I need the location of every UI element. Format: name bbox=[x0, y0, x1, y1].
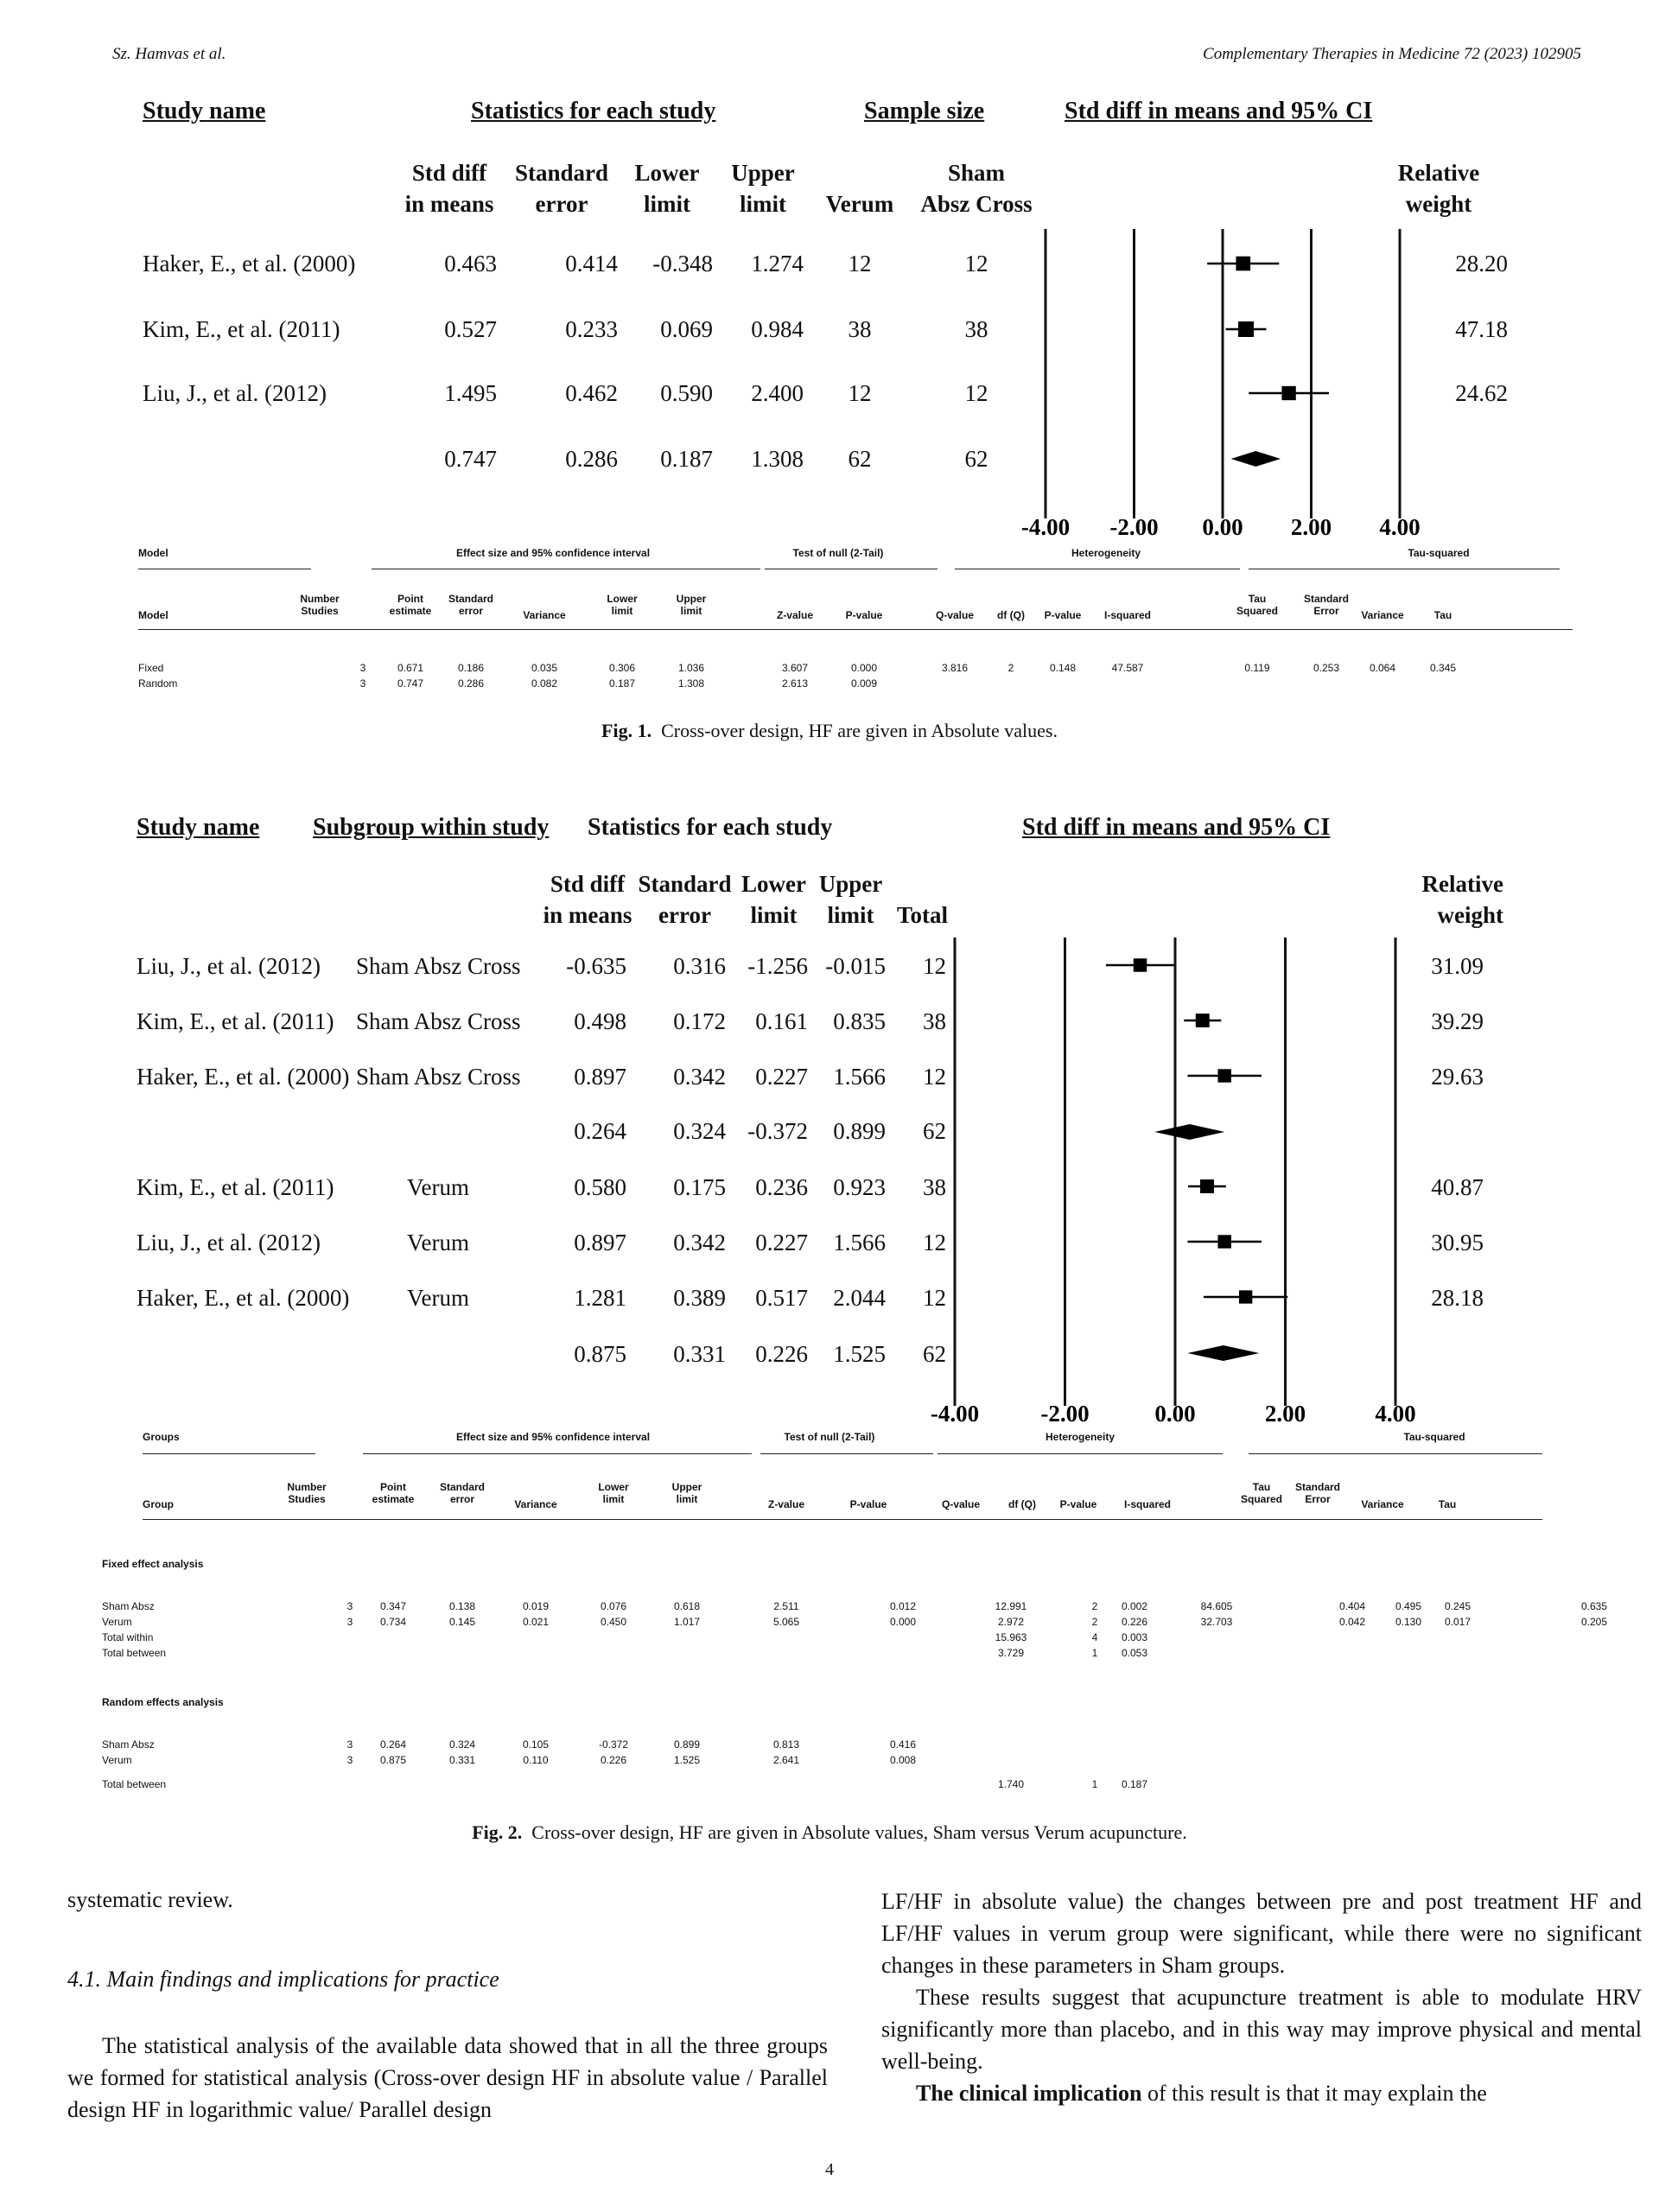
fig1-col-lower: Lower limit bbox=[634, 160, 700, 217]
stats-cell: 2 bbox=[1091, 1616, 1098, 1628]
stats-col: Standard Error bbox=[1303, 593, 1349, 617]
fig1-smd: 0.463 bbox=[444, 251, 497, 276]
fig2-upper: 0.923 bbox=[833, 1174, 886, 1200]
stats-cell: 0.306 bbox=[608, 662, 636, 674]
stats-col: Number Studies bbox=[300, 593, 340, 617]
fig2-caption bbox=[0, 1821, 1659, 1844]
fig1-verum: 12 bbox=[848, 251, 872, 276]
fig2-total: 12 bbox=[923, 1285, 946, 1311]
x-tick-label: 4.00 bbox=[1375, 1401, 1416, 1427]
fig2-ci-header: Std diff in means and 95% CI bbox=[1022, 814, 1331, 841]
fig1-sham: 12 bbox=[964, 380, 988, 406]
fig2-smd: 0.897 bbox=[574, 1064, 626, 1090]
effect-square bbox=[1217, 1069, 1230, 1082]
fig1-stats-header: Statistics for each study bbox=[471, 98, 716, 124]
fig1-smd: 0.527 bbox=[444, 316, 497, 342]
rule bbox=[138, 629, 1573, 630]
x-tick-label: 2.00 bbox=[1290, 514, 1332, 540]
stats-cell: 2.641 bbox=[772, 1754, 800, 1766]
effect-square bbox=[1217, 1235, 1230, 1248]
running-header-authors: Sz. Hamvas et al. bbox=[112, 45, 226, 63]
paragraph: LF/HF in absolute value) the changes between pre and post treatment HF and LF/HF values in verum group were significant, while there were no significant changes in these parameters in Sham groups. bbox=[881, 1889, 1642, 1978]
stats-cell: 3 bbox=[346, 1754, 353, 1766]
stats-cell: 2 bbox=[1007, 662, 1014, 674]
fig2-col-smd: Std diff in means bbox=[543, 871, 632, 928]
stats-cell: 1.308 bbox=[677, 677, 705, 690]
fig1-col-weight: Relative weight bbox=[1397, 160, 1480, 217]
fig2-total: 12 bbox=[923, 953, 946, 979]
fig2-upper: 0.835 bbox=[833, 1008, 886, 1034]
stats-cell: 0.450 bbox=[600, 1616, 627, 1628]
stats-cell: 3.816 bbox=[941, 662, 969, 674]
fig2-se: 0.316 bbox=[673, 953, 726, 979]
fig2-upper: 0.899 bbox=[833, 1118, 886, 1144]
stats-col: Variance bbox=[523, 609, 566, 621]
rule bbox=[760, 1453, 933, 1454]
fig2-study: Liu, J., et al. (2012) bbox=[137, 953, 321, 979]
right-column bbox=[881, 1885, 1642, 2109]
x-tick-label: -4.00 bbox=[930, 1401, 980, 1427]
fig1-study: Haker, E., et al. (2000) bbox=[143, 251, 356, 276]
stats-cell: 0.138 bbox=[448, 1600, 476, 1612]
paragraph: The statistical analysis of the available data showed that in all the three groups we formed for statistical analysis (Cross-over design HF in absolute value / Parallel design HF in logarithmic value/ Parallel design bbox=[67, 2033, 828, 2122]
fig1-weight: 28.20 bbox=[1455, 251, 1508, 276]
fig1-study: Kim, E., et al. (2011) bbox=[143, 316, 340, 342]
fig2-weight: 40.87 bbox=[1431, 1174, 1484, 1200]
fig2-caption-label: Fig. 2. bbox=[472, 1821, 523, 1843]
random-effects-title: Random effects analysis bbox=[102, 1696, 224, 1708]
stats-col: I-squared bbox=[1103, 609, 1151, 621]
fig2-smd: 0.875 bbox=[574, 1341, 626, 1367]
stats-col: Group bbox=[143, 1498, 174, 1510]
stats-cell: 2.511 bbox=[773, 1600, 799, 1612]
stats-col: Standard error bbox=[439, 1481, 485, 1505]
fig1-caption-label: Fig. 1. bbox=[601, 720, 652, 741]
stats-cell: 0.009 bbox=[850, 677, 878, 690]
stats-group-effect: Effect size and 95% confidence interval bbox=[455, 1431, 651, 1443]
stats-col: Q-value bbox=[935, 609, 974, 621]
stats-group-model: Model bbox=[138, 547, 168, 559]
fig2-upper: 1.566 bbox=[833, 1230, 886, 1255]
stats-cell: 0.119 bbox=[1244, 662, 1270, 674]
fig1-lower: 0.069 bbox=[660, 316, 713, 342]
fig1-study: Liu, J., et al. (2012) bbox=[143, 380, 327, 406]
fig2-weight: 29.63 bbox=[1431, 1064, 1484, 1090]
fig2-subgroup: Verum bbox=[407, 1285, 469, 1311]
stats-cell: 0.245 bbox=[1444, 1600, 1471, 1612]
fig2-se: 0.175 bbox=[673, 1174, 726, 1200]
stats-cell: 0.000 bbox=[889, 1616, 917, 1628]
fig2-total: 38 bbox=[923, 1174, 946, 1200]
fig1-caption bbox=[0, 720, 1659, 742]
stats-cell: 3 bbox=[346, 1616, 353, 1628]
fig2-total: 12 bbox=[923, 1230, 946, 1255]
fig1-ci-header: Std diff in means and 95% CI bbox=[1065, 98, 1373, 124]
stats-group-het: Heterogeneity bbox=[1045, 1431, 1116, 1443]
fig1-lower: 0.187 bbox=[660, 446, 713, 472]
stats-cell: 0.324 bbox=[448, 1738, 476, 1751]
x-tick-label: -2.00 bbox=[1040, 1401, 1090, 1427]
fig2-subgroup: Sham Absz Cross bbox=[356, 1064, 521, 1090]
fig1-sample-size-header: Sample size bbox=[864, 98, 985, 124]
x-tick-label: 0.00 bbox=[1202, 514, 1243, 540]
fig2-upper: -0.015 bbox=[825, 953, 886, 979]
stats-cell: 0.002 bbox=[1121, 1600, 1148, 1612]
stats-cell: 0.012 bbox=[889, 1600, 917, 1612]
fig2-total: 62 bbox=[923, 1341, 946, 1367]
fig1-verum: 38 bbox=[848, 316, 872, 342]
stats-cell: 0.226 bbox=[600, 1754, 627, 1766]
stats-cell: 0.205 bbox=[1580, 1616, 1608, 1628]
stats-cell: Verum bbox=[102, 1754, 132, 1766]
fig2-total: 62 bbox=[923, 1118, 946, 1144]
stats-cell: 0.286 bbox=[457, 677, 485, 690]
stats-cell: 5.065 bbox=[772, 1616, 800, 1628]
fig2-lower: 0.517 bbox=[755, 1285, 808, 1311]
fig2-se: 0.324 bbox=[673, 1118, 726, 1144]
left-column bbox=[67, 1884, 828, 2126]
stats-cell: 3 bbox=[346, 1738, 353, 1751]
fig2-lower: 0.161 bbox=[755, 1008, 808, 1034]
fig2-lower: -1.256 bbox=[747, 953, 808, 979]
fig1-sham: 38 bbox=[964, 316, 988, 342]
stats-group-null: Test of null (2-Tail) bbox=[784, 1431, 875, 1443]
fig1-weight: 47.18 bbox=[1455, 316, 1508, 342]
stats-cell: 0.082 bbox=[531, 677, 558, 690]
stats-group-het: Heterogeneity bbox=[1071, 547, 1141, 559]
fig1-caption-text: Cross-over design, HF are given in Absolute values. bbox=[661, 720, 1058, 741]
stats-col: Z-value bbox=[776, 609, 813, 621]
fig2-study: Haker, E., et al. (2000) bbox=[137, 1064, 350, 1090]
fig2-col-se: Standard error bbox=[638, 871, 732, 928]
fig2-total: 38 bbox=[923, 1008, 946, 1034]
fig2-caption-text: Cross-over design, HF are given in Absolute values, Sham versus Verum acupuncture. bbox=[531, 1821, 1187, 1843]
summary-diamond bbox=[1231, 451, 1281, 467]
stats-cell: 0.331 bbox=[448, 1754, 476, 1766]
stats-cell: 0.148 bbox=[1049, 662, 1077, 674]
fig1-weight: 24.62 bbox=[1455, 380, 1508, 406]
stats-col: Variance bbox=[514, 1498, 557, 1510]
stats-cell: 0.404 bbox=[1338, 1600, 1366, 1612]
stats-cell: 1.740 bbox=[997, 1778, 1025, 1790]
bold-phrase: The clinical implication bbox=[916, 2081, 1142, 2106]
stats-cell: 0.495 bbox=[1395, 1600, 1422, 1612]
stats-cell: -0.372 bbox=[598, 1738, 629, 1751]
fig2-col-lower: Lower limit bbox=[741, 871, 806, 928]
fig2-subgroup-header: Subgroup within study bbox=[313, 814, 550, 841]
section-heading: 4.1. Main findings and implications for practice bbox=[67, 1967, 499, 1992]
stats-cell: 0.003 bbox=[1121, 1631, 1148, 1643]
stats-cell: 0.145 bbox=[448, 1616, 476, 1628]
fig1-col-upper: Upper limit bbox=[731, 160, 795, 217]
stats-cell: Sham Absz bbox=[102, 1738, 155, 1751]
paragraph-text: of this result is that it may explain the bbox=[1141, 2081, 1487, 2106]
fig2-weight: 31.09 bbox=[1431, 953, 1484, 979]
fig1-smd: 0.747 bbox=[444, 446, 497, 472]
stats-col: Standard error bbox=[448, 593, 493, 617]
stats-cell: Verum bbox=[102, 1616, 132, 1628]
stats-cell: 0.747 bbox=[397, 677, 424, 690]
rule bbox=[938, 1453, 1223, 1454]
rule bbox=[143, 1453, 315, 1454]
fig2-weight: 28.18 bbox=[1431, 1285, 1484, 1311]
stats-cell: 0.187 bbox=[1121, 1778, 1148, 1790]
stats-col: Upper limit bbox=[671, 1481, 702, 1505]
fig1-col-se: Standard error bbox=[514, 160, 609, 217]
stats-cell: 0.226 bbox=[1121, 1616, 1148, 1628]
fig2-study-name-header: Study name bbox=[137, 814, 260, 841]
stats-cell: 0.042 bbox=[1338, 1616, 1366, 1628]
stats-cell: 0.186 bbox=[457, 662, 485, 674]
fig2-stats-header: Statistics for each study bbox=[588, 814, 833, 841]
stats-col: Lower limit bbox=[598, 1481, 629, 1505]
stats-col: Z-value bbox=[767, 1498, 804, 1510]
fig2-lower: -0.372 bbox=[747, 1118, 808, 1144]
fig2-se: 0.342 bbox=[673, 1064, 726, 1090]
stats-cell: 15.963 bbox=[995, 1631, 1027, 1643]
stats-cell: 0.345 bbox=[1429, 662, 1457, 674]
stats-cell: 0.899 bbox=[673, 1738, 701, 1751]
summary-diamond bbox=[1187, 1345, 1259, 1361]
stats-cell: 0.347 bbox=[379, 1600, 407, 1612]
fig1-upper: 1.308 bbox=[751, 446, 804, 472]
fig2-lower: 0.227 bbox=[755, 1064, 808, 1090]
fig2-study: Liu, J., et al. (2012) bbox=[137, 1230, 321, 1255]
stats-col: Model bbox=[138, 609, 168, 621]
stats-col: Lower limit bbox=[607, 593, 638, 617]
fig1-sham: 62 bbox=[964, 446, 988, 472]
x-tick-label: -2.00 bbox=[1109, 514, 1159, 540]
fig2-se: 0.389 bbox=[673, 1285, 726, 1311]
stats-cell: 1 bbox=[1091, 1778, 1098, 1790]
fig1-verum: 62 bbox=[848, 446, 872, 472]
effect-square bbox=[1239, 1290, 1252, 1303]
stats-cell: 0.187 bbox=[608, 677, 636, 690]
fig1-verum: 12 bbox=[848, 380, 872, 406]
stats-cell: 2.613 bbox=[781, 677, 809, 690]
running-header-journal: Complementary Therapies in Medicine 72 (2023) 102905 bbox=[1203, 45, 1581, 63]
fig2-col-total: Total bbox=[896, 902, 949, 928]
stats-cell: 0.008 bbox=[889, 1754, 917, 1766]
stats-cell: 3 bbox=[346, 1600, 353, 1612]
stats-cell: Total between bbox=[102, 1778, 167, 1790]
fig2-col-upper: Upper limit bbox=[818, 871, 883, 928]
fig1-forest-plot bbox=[1020, 220, 1426, 549]
stats-col: P-value bbox=[1044, 609, 1082, 621]
fig2-study: Kim, E., et al. (2011) bbox=[137, 1008, 334, 1034]
x-tick-label: 4.00 bbox=[1379, 514, 1421, 540]
rule bbox=[143, 1519, 1542, 1520]
stats-col: Tau bbox=[1433, 609, 1452, 621]
stats-cell: 4 bbox=[1091, 1631, 1098, 1643]
stats-col: P-value bbox=[849, 1498, 887, 1510]
effect-square bbox=[1238, 321, 1254, 337]
fig2-upper: 1.525 bbox=[833, 1341, 886, 1367]
stats-cell: 0.019 bbox=[522, 1600, 550, 1612]
fig2-lower: 0.227 bbox=[755, 1230, 808, 1255]
stats-col: Variance bbox=[1361, 1498, 1404, 1510]
stats-cell: Total within bbox=[102, 1631, 154, 1643]
fig2-se: 0.331 bbox=[673, 1341, 726, 1367]
fig1-se: 0.414 bbox=[565, 251, 618, 276]
fig2-se: 0.172 bbox=[673, 1008, 726, 1034]
stats-cell: 47.587 bbox=[1111, 662, 1144, 674]
stats-cell: 0.635 bbox=[1580, 1600, 1608, 1612]
fig1-se: 0.462 bbox=[565, 380, 618, 406]
stats-cell: 0.130 bbox=[1395, 1616, 1422, 1628]
stats-cell: 0.416 bbox=[889, 1738, 917, 1751]
fig2-lower: 0.226 bbox=[755, 1341, 808, 1367]
fig1-se: 0.286 bbox=[565, 446, 618, 472]
fig2-smd: 0.580 bbox=[574, 1174, 626, 1200]
stats-col: Q-value bbox=[941, 1498, 980, 1510]
fig2-smd: 1.281 bbox=[574, 1285, 626, 1311]
fig2-subgroup: Verum bbox=[407, 1174, 469, 1200]
fig2-subgroup: Verum bbox=[407, 1230, 469, 1255]
paragraph: systematic review. bbox=[67, 1887, 233, 1912]
stats-cell: 0.000 bbox=[850, 662, 878, 674]
stats-cell: 84.605 bbox=[1200, 1600, 1233, 1612]
stats-col: Tau bbox=[1438, 1498, 1457, 1510]
fig1-lower: -0.348 bbox=[652, 251, 713, 276]
fig2-smd: 0.897 bbox=[574, 1230, 626, 1255]
fig1-col-sham: Sham Absz Cross bbox=[920, 160, 1033, 217]
stats-cell: 0.053 bbox=[1121, 1647, 1148, 1659]
stats-cell: 1.036 bbox=[677, 662, 705, 674]
stats-col: Standard Error bbox=[1294, 1481, 1340, 1505]
stats-cell: 0.734 bbox=[379, 1616, 407, 1628]
fig2-total: 12 bbox=[923, 1064, 946, 1090]
stats-cell: 0.035 bbox=[531, 662, 558, 674]
stats-cell: 0.110 bbox=[523, 1754, 549, 1766]
summary-diamond bbox=[1154, 1124, 1224, 1140]
fig1-upper: 2.400 bbox=[751, 380, 804, 406]
effect-square bbox=[1196, 1014, 1210, 1027]
fig1-col-verum: Verum bbox=[825, 191, 894, 217]
stats-col: Variance bbox=[1361, 609, 1404, 621]
stats-cell: 3.729 bbox=[997, 1647, 1025, 1659]
effect-square bbox=[1134, 958, 1147, 971]
fig1-se: 0.233 bbox=[565, 316, 618, 342]
effect-square bbox=[1200, 1179, 1214, 1193]
stats-cell: 12.991 bbox=[995, 1600, 1027, 1612]
stats-cell: Sham Absz bbox=[102, 1600, 155, 1612]
stats-col: Upper limit bbox=[676, 593, 707, 617]
fig2-upper: 1.566 bbox=[833, 1064, 886, 1090]
fig2-se: 0.342 bbox=[673, 1230, 726, 1255]
paragraph: These results suggest that acupuncture treatment is able to modulate HRV significantly more than placebo, and in this way may improve physical and mental well-being. bbox=[881, 1985, 1642, 2074]
fig1-upper: 0.984 bbox=[751, 316, 804, 342]
stats-cell: Total between bbox=[102, 1647, 167, 1659]
stats-col: Tau Squared bbox=[1236, 593, 1278, 617]
stats-cell: 3 bbox=[359, 662, 366, 674]
fig2-study: Kim, E., et al. (2011) bbox=[137, 1174, 334, 1200]
stats-cell: 0.076 bbox=[600, 1600, 627, 1612]
stats-group-null: Test of null (2-Tail) bbox=[792, 547, 884, 559]
fig1-study-name-header: Study name bbox=[143, 98, 266, 124]
stats-group-groups: Groups bbox=[143, 1431, 180, 1443]
fig1-col-smd: Std diff in means bbox=[404, 160, 494, 217]
stats-cell: Fixed bbox=[138, 662, 164, 674]
stats-cell: 0.253 bbox=[1313, 662, 1340, 674]
x-tick-label: -4.00 bbox=[1020, 514, 1071, 540]
stats-cell: 0.264 bbox=[379, 1738, 407, 1751]
fig2-upper: 2.044 bbox=[833, 1285, 886, 1311]
stats-group-tau: Tau-squared bbox=[1408, 547, 1470, 559]
stats-col: P-value bbox=[1059, 1498, 1097, 1510]
x-tick-label: 0.00 bbox=[1154, 1401, 1196, 1427]
fig2-smd: 0.264 bbox=[574, 1118, 626, 1144]
fig2-lower: 0.236 bbox=[755, 1174, 808, 1200]
page-number: 4 bbox=[825, 2160, 834, 2179]
paragraph bbox=[881, 2077, 1642, 2109]
fig1-lower: 0.590 bbox=[660, 380, 713, 406]
stats-group-effect: Effect size and 95% confidence interval bbox=[455, 547, 651, 559]
stats-cell: 1.525 bbox=[673, 1754, 701, 1766]
stats-cell: 1.017 bbox=[673, 1616, 701, 1628]
stats-cell: 32.703 bbox=[1200, 1616, 1233, 1628]
stats-cell: 0.618 bbox=[673, 1600, 701, 1612]
stats-col: Tau Squared bbox=[1240, 1481, 1282, 1505]
stats-cell: 0.064 bbox=[1369, 662, 1396, 674]
stats-cell: 0.671 bbox=[397, 662, 424, 674]
stats-col: I-squared bbox=[1123, 1498, 1171, 1510]
stats-cell: 0.813 bbox=[772, 1738, 800, 1751]
stats-col: Number Studies bbox=[287, 1481, 327, 1505]
stats-cell: 3.607 bbox=[781, 662, 809, 674]
stats-col: df (Q) bbox=[997, 609, 1025, 621]
rule bbox=[363, 1453, 752, 1454]
fig1-upper: 1.274 bbox=[751, 251, 804, 276]
fig2-study: Haker, E., et al. (2000) bbox=[137, 1285, 350, 1311]
stats-col: df (Q) bbox=[1008, 1498, 1036, 1510]
fixed-effect-title: Fixed effect analysis bbox=[102, 1558, 204, 1570]
stats-cell: 2 bbox=[1091, 1600, 1098, 1612]
stats-cell: 1 bbox=[1091, 1647, 1098, 1659]
effect-square bbox=[1236, 257, 1250, 271]
stats-group-tau: Tau-squared bbox=[1403, 1431, 1465, 1443]
fig2-col-weight: Relative weight bbox=[1421, 871, 1503, 928]
fig2-weight: 30.95 bbox=[1431, 1230, 1484, 1255]
fig2-subgroup: Sham Absz Cross bbox=[356, 1008, 521, 1034]
x-tick-label: 2.00 bbox=[1264, 1401, 1306, 1427]
fig1-sham: 12 bbox=[964, 251, 988, 276]
effect-square bbox=[1281, 386, 1295, 400]
stats-cell: 0.017 bbox=[1444, 1616, 1471, 1628]
fig1-smd: 1.495 bbox=[444, 380, 497, 406]
fig2-smd: 0.498 bbox=[574, 1008, 626, 1034]
fig2-subgroup: Sham Absz Cross bbox=[356, 953, 521, 979]
stats-col: P-value bbox=[845, 609, 883, 621]
stats-cell: 0.105 bbox=[522, 1738, 550, 1751]
stats-col: Point estimate bbox=[372, 1481, 415, 1505]
fig2-smd: -0.635 bbox=[566, 953, 626, 979]
fig2-weight: 39.29 bbox=[1431, 1008, 1484, 1034]
stats-cell: 3 bbox=[359, 677, 366, 690]
stats-cell: 0.875 bbox=[379, 1754, 407, 1766]
stats-col: Point estimate bbox=[389, 593, 432, 617]
stats-cell: Random bbox=[138, 677, 178, 690]
fig2-forest-plot bbox=[930, 929, 1469, 1427]
stats-cell: 2.972 bbox=[997, 1616, 1025, 1628]
rule bbox=[1249, 1453, 1542, 1454]
stats-cell: 0.021 bbox=[522, 1616, 550, 1628]
